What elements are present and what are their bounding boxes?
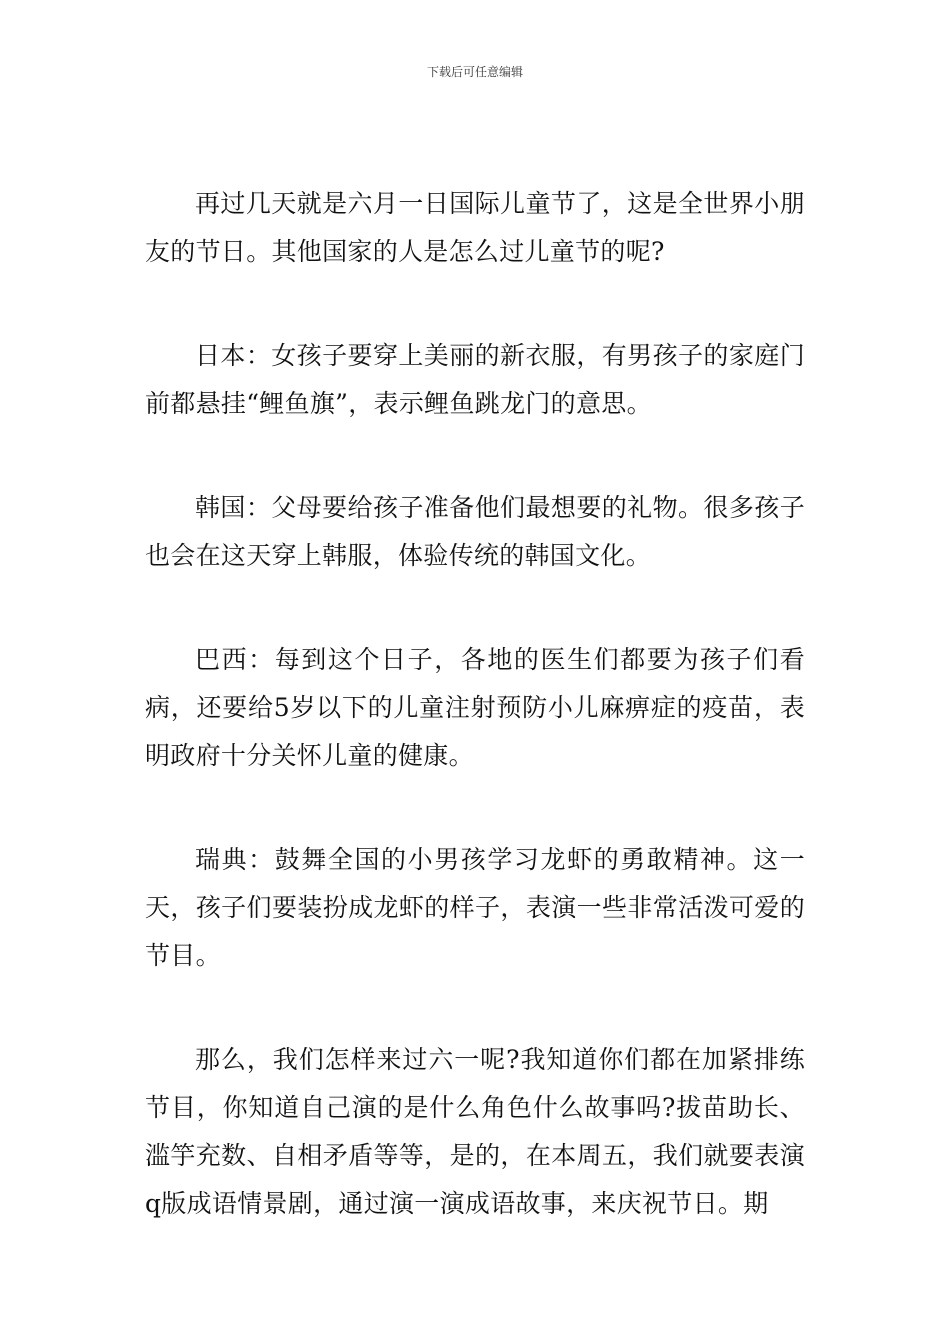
- paragraph-closing: 那么，我们怎样来过六一呢?我知道你们都在加紧排练节目，你知道自己演的是什么角色什么故事吗?拔苗助长、滥竽充数、自相矛盾等等，是的，在本周五，我们就要表演q版成语情景剧，通过演一演成语故事，来庆祝节日。期: [145, 1045, 805, 1218]
- paragraph-intro: 再过几天就是六月一日国际儿童节了，这是全世界小朋友的节日。其他国家的人是怎么过儿童节的呢?: [145, 189, 805, 266]
- document-body: [145, 180, 805, 1228]
- paragraph-sweden: 瑞典：鼓舞全国的小男孩学习龙虾的勇敢精神。这一天，孩子们要装扮成龙虾的样子，表演一些非常活泼可爱的节目。: [145, 845, 805, 970]
- page-header: 下载后可任意编辑: [426, 65, 523, 79]
- paragraph-korea: 韩国：父母要给孩子准备他们最想要的礼物。很多孩子也会在这天穿上韩服，体验传统的韩国文化。: [145, 493, 805, 570]
- paragraph-brazil: 巴西：每到这个日子，各地的医生们都要为孩子们看病，还要给5岁以下的儿童注射预防小儿麻痹症的疫苗，表明政府十分关怀儿童的健康。: [145, 645, 805, 770]
- paragraph-japan: 日本：女孩子要穿上美丽的新衣服，有男孩子的家庭门前都悬挂“鲤鱼旗”，表示鲤鱼跳龙门的意思。: [145, 341, 805, 418]
